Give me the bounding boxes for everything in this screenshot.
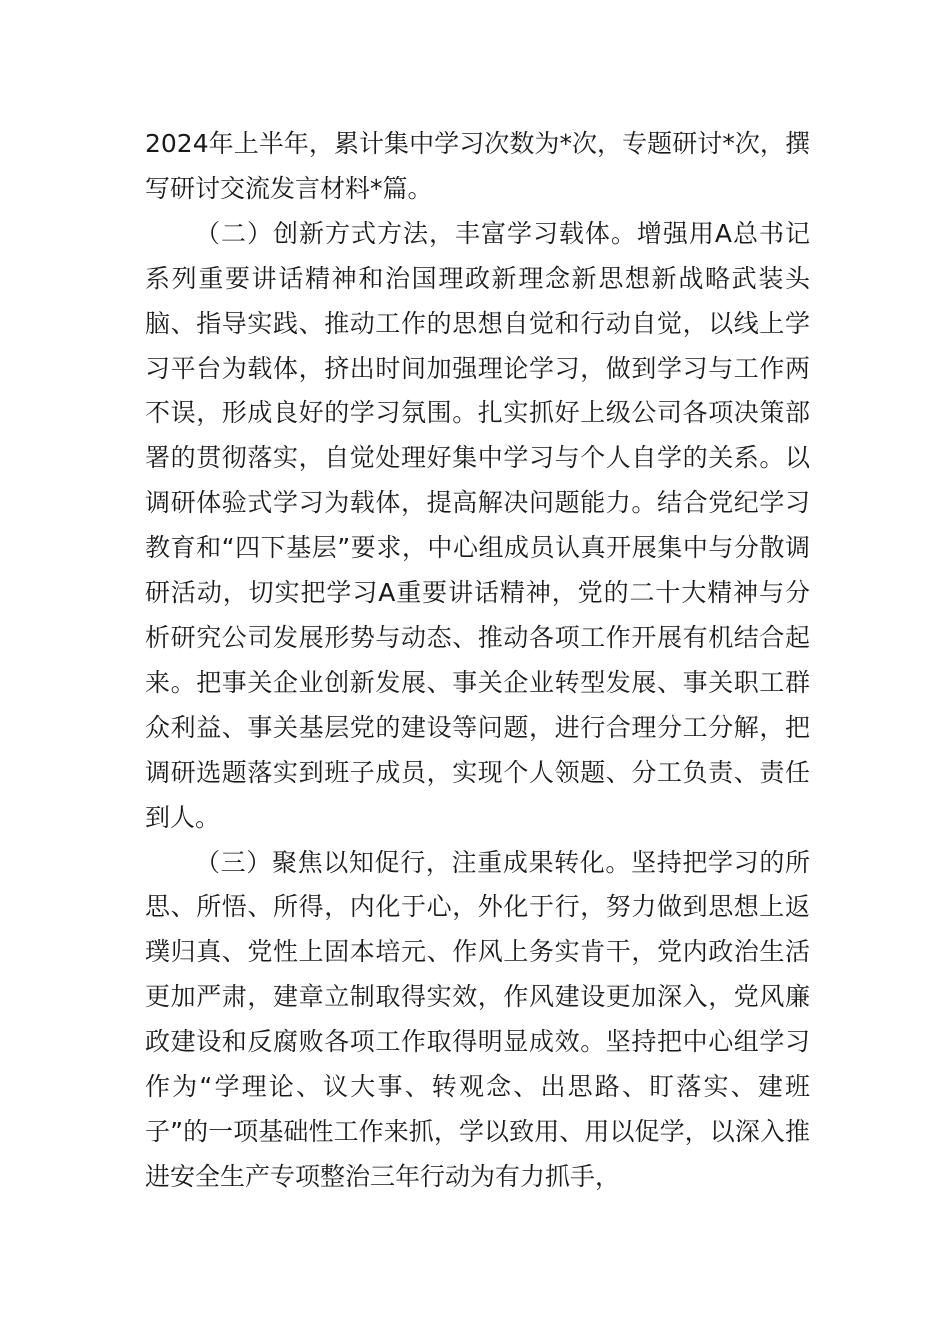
document-body [145,122,810,1200]
paragraph-section-2: （二）创新方式方法，丰富学习载体。增强用A总书记系列重要讲话精神和治国理政新理念新思想新战略武装头脑、指导实践、推动工作的思想自觉和行动自觉，以线上学习平台为载体，挤出时间加强理论学习，做到学习与工作两不误，形成良好的学习氛围。扎实抓好上级公司各项决策部署的贯彻落实，自觉处理好集中学习与个人自学的关系。以调研体验式学习为载体，提高解决问题能力。结合党纪学习教育和“四下基层”要求，中心组成员认真开展集中与分散调研活动，切实把学习A重要讲话精神，党的二十大精神与分析研究公司发展形势与动态、推动各项工作开展有机结合起来。把事关企业创新发展、事关企业转型发展、事关职工群众利益、事关基层党的建设等问题，进行合理分工分解，把调研选题落实到班子成员，实现个人领题、分工负责、责任到人。 [145,218,810,832]
paragraph-section-3: （三）聚焦以知促行，注重成果转化。坚持把学习的所思、所悟、所得，内化于心，外化于行，努力做到思想上返璞归真、党性上固本培元、作风上务实肯干，党内政治生活更加严肃，建章立制取得实效，作风建设更加深入，党风廉政建设和反腐败各项工作取得明显成效。坚持把中心组学习作为“学理论、议大事、转观念、出思路、盯落实、建班子”的一项基础性工作来抓，学以致用、用以促学，以深入推进安全生产专项整治三年行动为有力抓手， [145,847,810,1191]
paragraph-continuation: 2024年上半年，累计集中学习次数为*次，专题研讨*次，撰写研讨交流发言材料*篇。 [145,129,810,203]
